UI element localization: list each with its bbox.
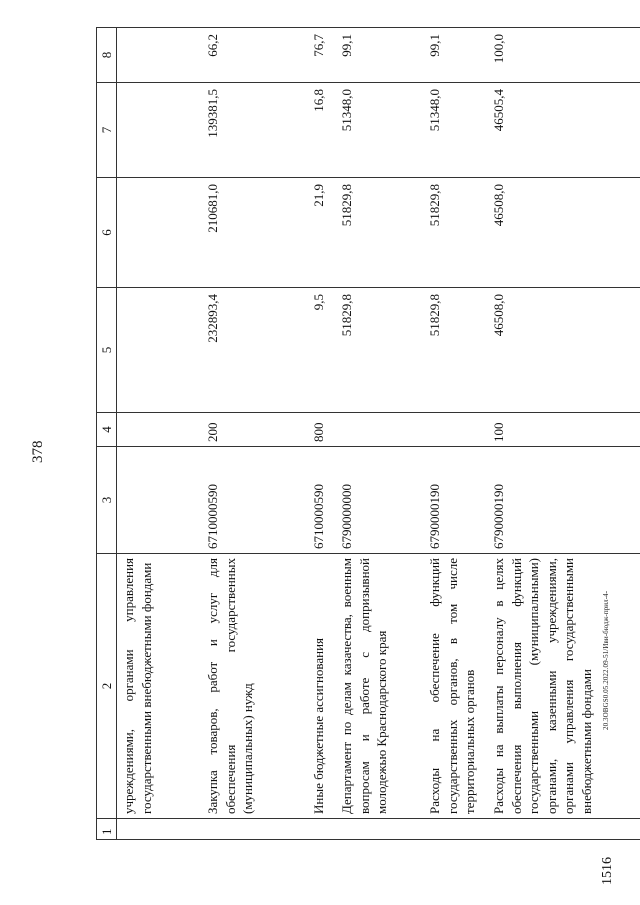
expense-type-code <box>424 413 488 447</box>
expense-type-code <box>336 413 424 447</box>
row-number-cell <box>202 819 308 840</box>
budget-table <box>96 27 640 840</box>
value-col7: 51348,0 <box>424 83 488 178</box>
target-article-code: 6710000590 <box>202 447 308 554</box>
table-row <box>336 28 424 840</box>
value-col5: 51829,8 <box>424 288 488 413</box>
value-col7: 46505,4 <box>488 83 640 178</box>
row-number-cell <box>488 819 640 840</box>
header-row <box>97 28 117 840</box>
header-cell: 7 <box>97 83 117 178</box>
value-col6: 51829,8 <box>424 178 488 288</box>
header-cell: 1 <box>97 819 117 840</box>
value-col8: 100,0 <box>488 28 640 83</box>
value-col5: 51829,8 <box>336 288 424 413</box>
expense-name: учреждениями, органами управления государственными внебюджетными фондами <box>117 554 203 819</box>
expense-type-code: 200 <box>202 413 308 447</box>
target-article-code: 6790000000 <box>336 447 424 554</box>
table-row <box>424 28 488 840</box>
document-code: 20.3OBGS0.05.2022.09-51/Иви-бюдж-прил-4- <box>602 590 610 730</box>
row-number-cell <box>336 819 424 840</box>
target-article-code: 6790000190 <box>424 447 488 554</box>
value-col6 <box>117 178 203 288</box>
value-col8: 99,1 <box>424 28 488 83</box>
value-col7: 16,8 <box>308 83 336 178</box>
value-col5: 9,5 <box>308 288 336 413</box>
row-number-cell <box>117 819 203 840</box>
value-col7: 51348,0 <box>336 83 424 178</box>
value-col8 <box>117 28 203 83</box>
value-col5: 46508,0 <box>488 288 640 413</box>
header-cell: 8 <box>97 28 117 83</box>
value-col5: 232893,4 <box>202 288 308 413</box>
value-col7: 139381,5 <box>202 83 308 178</box>
value-col8: 99,1 <box>336 28 424 83</box>
target-article-code: 6710000590 <box>308 447 336 554</box>
value-col6: 210681,0 <box>202 178 308 288</box>
header-cell: 5 <box>97 288 117 413</box>
expense-type-code: 100 <box>488 413 640 447</box>
table-row <box>308 28 336 840</box>
value-col6: 46508,0 <box>488 178 640 288</box>
header-cell: 2 <box>97 554 117 819</box>
target-article-code <box>117 447 203 554</box>
table-row <box>488 28 640 840</box>
sheet-number: 1516 <box>600 857 615 885</box>
header-cell: 6 <box>97 178 117 288</box>
row-number-cell <box>424 819 488 840</box>
row-number-cell <box>308 819 336 840</box>
value-col8: 66,2 <box>202 28 308 83</box>
expense-name: Расходы на обеспечение функций государственных органов, в том числе территориальных органов <box>424 554 488 819</box>
target-article-code: 6790000190 <box>488 447 640 554</box>
expense-name: Закупка товаров, работ и услуг для обеспечения государственных (муниципальных) нужд <box>202 554 308 819</box>
value-col8: 76,7 <box>308 28 336 83</box>
table-row <box>202 28 308 840</box>
expense-type-code <box>117 413 203 447</box>
value-col6: 51829,8 <box>336 178 424 288</box>
value-col5 <box>117 288 203 413</box>
expense-name: Департамент по делам казачества, военным вопросам и работе с допризывной молодежью Краснодарского края <box>336 554 424 819</box>
page-number: 378 <box>30 440 46 463</box>
header-cell: 3 <box>97 447 117 554</box>
value-col6: 21,9 <box>308 178 336 288</box>
header-cell: 4 <box>97 413 117 447</box>
expense-type-code: 800 <box>308 413 336 447</box>
expense-name: Иные бюджетные ассигнования <box>308 554 336 819</box>
table-row <box>117 28 203 840</box>
expense-name: Расходы на выплаты персоналу в целях обеспечения выполнения функций государственными (муниципальными) органами, казенными учреждениями, органами управления государственными внебюджетными фондами <box>488 554 640 819</box>
value-col7 <box>117 83 203 178</box>
